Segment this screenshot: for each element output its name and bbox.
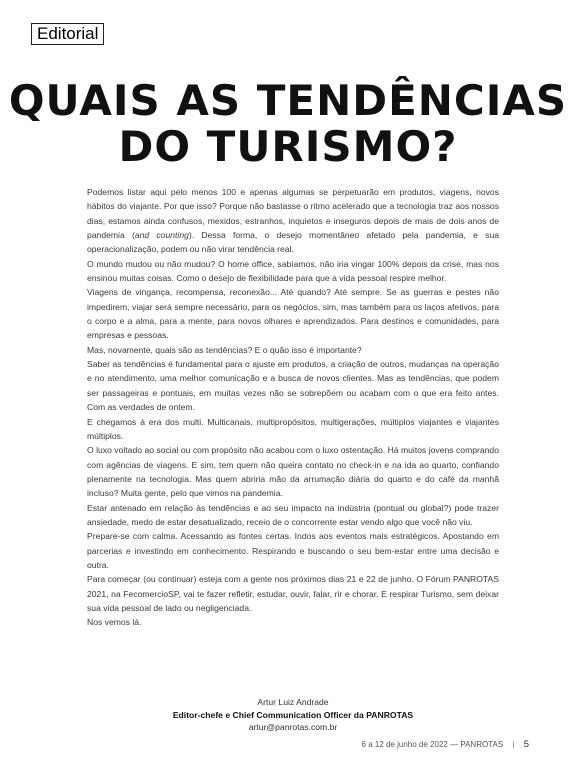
page-number: 5 — [523, 739, 529, 750]
headline — [0, 78, 576, 170]
footer-dates: 6 a 12 de junho — [361, 740, 417, 749]
page-footer — [362, 739, 529, 751]
footer-publication: — PANROTAS — [450, 740, 504, 749]
author-signature — [87, 696, 499, 734]
section-tag: Editorial — [31, 23, 104, 45]
paragraph: Mas, novamente, quais são as tendências? E o quão isso é importante? — [87, 344, 362, 355]
paragraph: Viagens de vingança, recompensa, reconexão... Até quando? Até sempre. Se as guerras e pestes não impedirem, viajar será sempre necessário, para os negócios, sim, mas também para os laços afetivos, para o corpo e a alma, para a mente, para novos olhares e aprendizados. Para destinos e comunidades, para empresas e pessoas. — [87, 287, 499, 341]
paragraph: E chegamos à era dos multi. Multicanais, multipropósitos, multigerações, múltiplos viajantes e viajantes múltiplos. — [87, 416, 499, 441]
paragraph: Estar antenado em relação às tendências e ao seu impacto na indústria (pontual ou global?) pode trazer ansiedade, medo de estar desatualizado, receio de o concorrente estar vendo algo que você não viu. — [87, 502, 499, 527]
footer-year: de 2022 — [418, 740, 448, 749]
article-body — [87, 185, 499, 630]
headline-line-2: DO TURISMO? — [118, 122, 458, 171]
paragraph: Podemos listar aqui pelo menos 100 e apenas algumas se perpetuarão em produtos, viagens, novos hábitos do viajante. Por que isso? Porque não bastasse o ritmo acelerado que a tecnologia traz aos nossos dias, estamos ainda confusos, mexidos, estranhos, inquietos e inseguros depois de mais de dois anos de pandemia (and counting). Dessa forma, o desejo momentâneo afetado pela pandemia, e sua operacionalização, podem ou não virar tendência real. — [87, 187, 500, 255]
headline-line-1: QUAIS AS TENDÊNCIAS — [8, 76, 568, 125]
paragraph: Nos vemos lá. — [87, 617, 142, 628]
author-email: artur@panrotas.com.br — [248, 722, 338, 732]
paragraph: Para começar (ou continuar) esteja com a gente nos próximos dias 21 e 22 de junho. O Fórum PANROTAS 2021, na FecomercioSP, vai te fazer refletir, estudar, ouvir, falar, rir e chorar. E respirar Turismo, sem deixar sua vida pessoal de lado ou negligenciada. — [87, 574, 499, 613]
author-title: Editor-chefe e Chief Communication Officer da PANROTAS — [172, 709, 414, 720]
paragraph: Prepare-se com calma. Acessando as fontes certas. Indos aos eventos mais estratégicos. Apostando em parcerias e investindo em conhecimento. Respirando e buscando o seu bem-estar entre uma decisão e outra. — [87, 531, 499, 570]
author-name: Artur Luiz Andrade — [257, 697, 329, 707]
footer-separator: | — [512, 740, 515, 749]
paragraph: Saber as tendências é fundamental para o ajuste em produtos, a criação de outros, mudanças na operação e no atendimento, uma melhor comunicação e a busca de novos clientes. Mas as tendências, que podem ser passageiras e pontuais, em muitas vezes não se sobrepõem ou acabam com o que era feito antes. Com as verdades de ontem. — [87, 359, 499, 413]
paragraph: O mundo mudou ou não mudou? O home office, sabíamos, não iria vingar 100% depois da crise, mas nos ensinou muitas coisas. Como o desejo de flexibilidade para que a vida pessoal respire melhor. — [87, 258, 499, 284]
paragraph: O luxo voltado ao social ou com propósito não acabou com o luxo ostentação. Há muitos jovens comprando com agências de viagens. E sim, tem quem não queira contato no check-in e na ida ao quarto, confiando plenamente na tecnologia. Mas quem abriria mão da arrumação diária do quarto e do café da manhã incluso? Muita gente, pelo que vimos na pandemia. — [87, 445, 499, 499]
italic-phrase: and counting — [134, 230, 189, 241]
